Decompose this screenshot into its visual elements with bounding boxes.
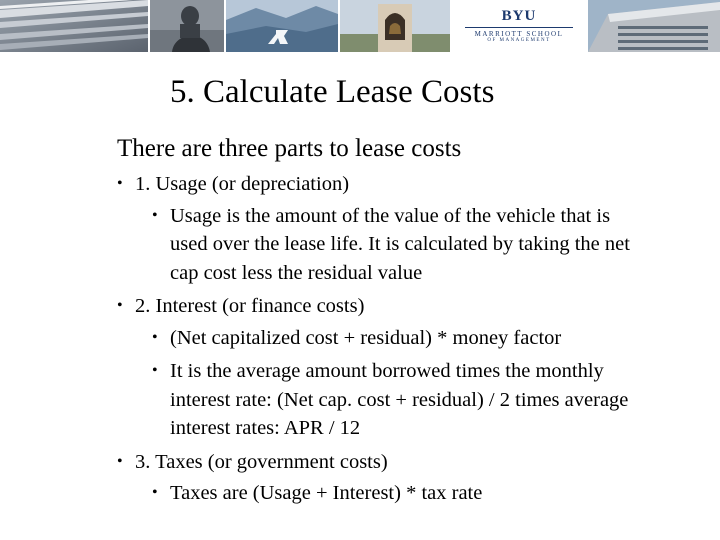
sub-bullet-item xyxy=(0,202,640,288)
sub-bullet-item xyxy=(0,324,640,353)
logo-school-line2: OF MANAGEMENT xyxy=(487,38,551,43)
sub-bullet-text: (Net capitalized cost + residual) * money factor xyxy=(170,326,562,349)
banner-image-modern-building xyxy=(588,0,720,52)
bullet-icon: • xyxy=(152,206,158,224)
sub-bullet-item xyxy=(0,479,640,508)
bullet-icon: • xyxy=(117,175,123,192)
sub-bullet-text: It is the average amount borrowed times the monthly interest rate: (Net cap. cost + residual) / 2 times average interest rates: APR / 12 xyxy=(170,360,629,439)
bullet-item xyxy=(0,448,720,477)
bullet-icon: • xyxy=(152,484,158,501)
banner-image-building xyxy=(0,0,148,52)
bullet-icon: • xyxy=(152,328,158,346)
header-banner xyxy=(0,0,720,54)
sub-bullet-item xyxy=(0,357,640,443)
slide-title: 5. Calculate Lease Costs xyxy=(170,74,495,110)
logo-name: BYU xyxy=(501,8,537,24)
banner-image-bell-tower xyxy=(340,0,450,52)
slide-intro: There are three parts to lease costs xyxy=(117,135,462,162)
bullet-text: 1. Usage (or depreciation) xyxy=(135,173,350,195)
bullet-list xyxy=(0,170,720,513)
sub-bullet-text: Taxes are (Usage + Interest) * tax rate xyxy=(170,482,483,504)
sub-bullet-text: Usage is the amount of the value of the vehicle that is used over the lease life. It is calculated by taking the net cap cost less the residual value xyxy=(170,204,630,284)
logo-rule xyxy=(465,27,573,28)
logo-school-line1: MARRIOTT SCHOOL xyxy=(474,30,564,38)
banner-image-mountain xyxy=(226,0,338,52)
bullet-text: 3. Taxes (or government costs) xyxy=(135,450,388,473)
byu-marriott-logo xyxy=(452,0,586,52)
bullet-item xyxy=(0,292,720,321)
bullet-icon: • xyxy=(152,362,158,379)
bullet-item xyxy=(0,170,720,199)
bullet-icon: • xyxy=(117,452,123,470)
bullet-text: 2. Interest (or finance costs) xyxy=(135,295,365,317)
banner-image-statue xyxy=(150,0,224,52)
bullet-icon: • xyxy=(117,297,123,314)
